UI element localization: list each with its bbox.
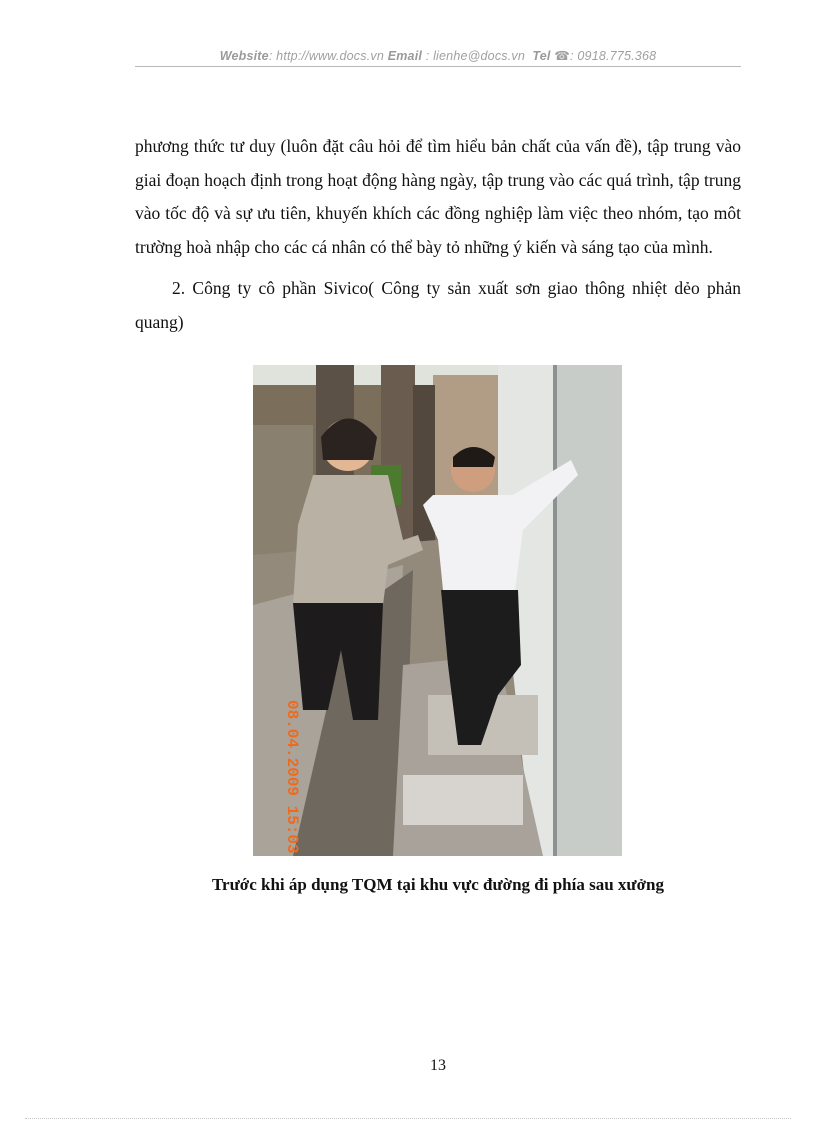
photo: [253, 365, 622, 856]
figure-caption: Trước khi áp dụng TQM tại khu vực đường đi phía sau xưởng: [211, 875, 664, 894]
header-divider: [135, 66, 741, 67]
tel-label: Tel: [532, 49, 551, 63]
document-body: [135, 130, 741, 340]
photo-illustration: [253, 365, 622, 856]
numbered-item: 2. Công ty cô phần Sivico( Công ty sản xuất sơn giao thông nhiệt dẻo phản quang): [135, 278, 741, 332]
website-value: : http://www.docs.vn: [268, 49, 384, 63]
photo-date-stamp: 08.04.2009 15:03: [283, 700, 301, 854]
website-label: Website: [219, 49, 269, 63]
email-value: : lienhe@docs.vn: [425, 49, 526, 63]
phone-icon: ☎: [554, 49, 571, 63]
email-label: Email: [387, 49, 423, 63]
page-number: 13: [430, 1057, 446, 1074]
tel-value: : 0918.775.368: [570, 49, 657, 63]
footer-divider: [25, 1118, 791, 1119]
body-paragraph: phương thức tư duy (luôn đặt câu hỏi để tìm hiểu bản chất của vấn đề), tập trung vào giai đoạn hoạch định trong hoạt động hàng ngày, tập trung vào các quá trình, tập trung vào tốc độ và sự ưu tiên, khuyến khích các đồng nghiệp làm việc theo nhóm, tạo môt trường hoà nhập cho các cá nhân có thể bày tỏ những ý kiến và sáng tạo của mình.: [135, 136, 741, 257]
page-header: [135, 48, 741, 63]
